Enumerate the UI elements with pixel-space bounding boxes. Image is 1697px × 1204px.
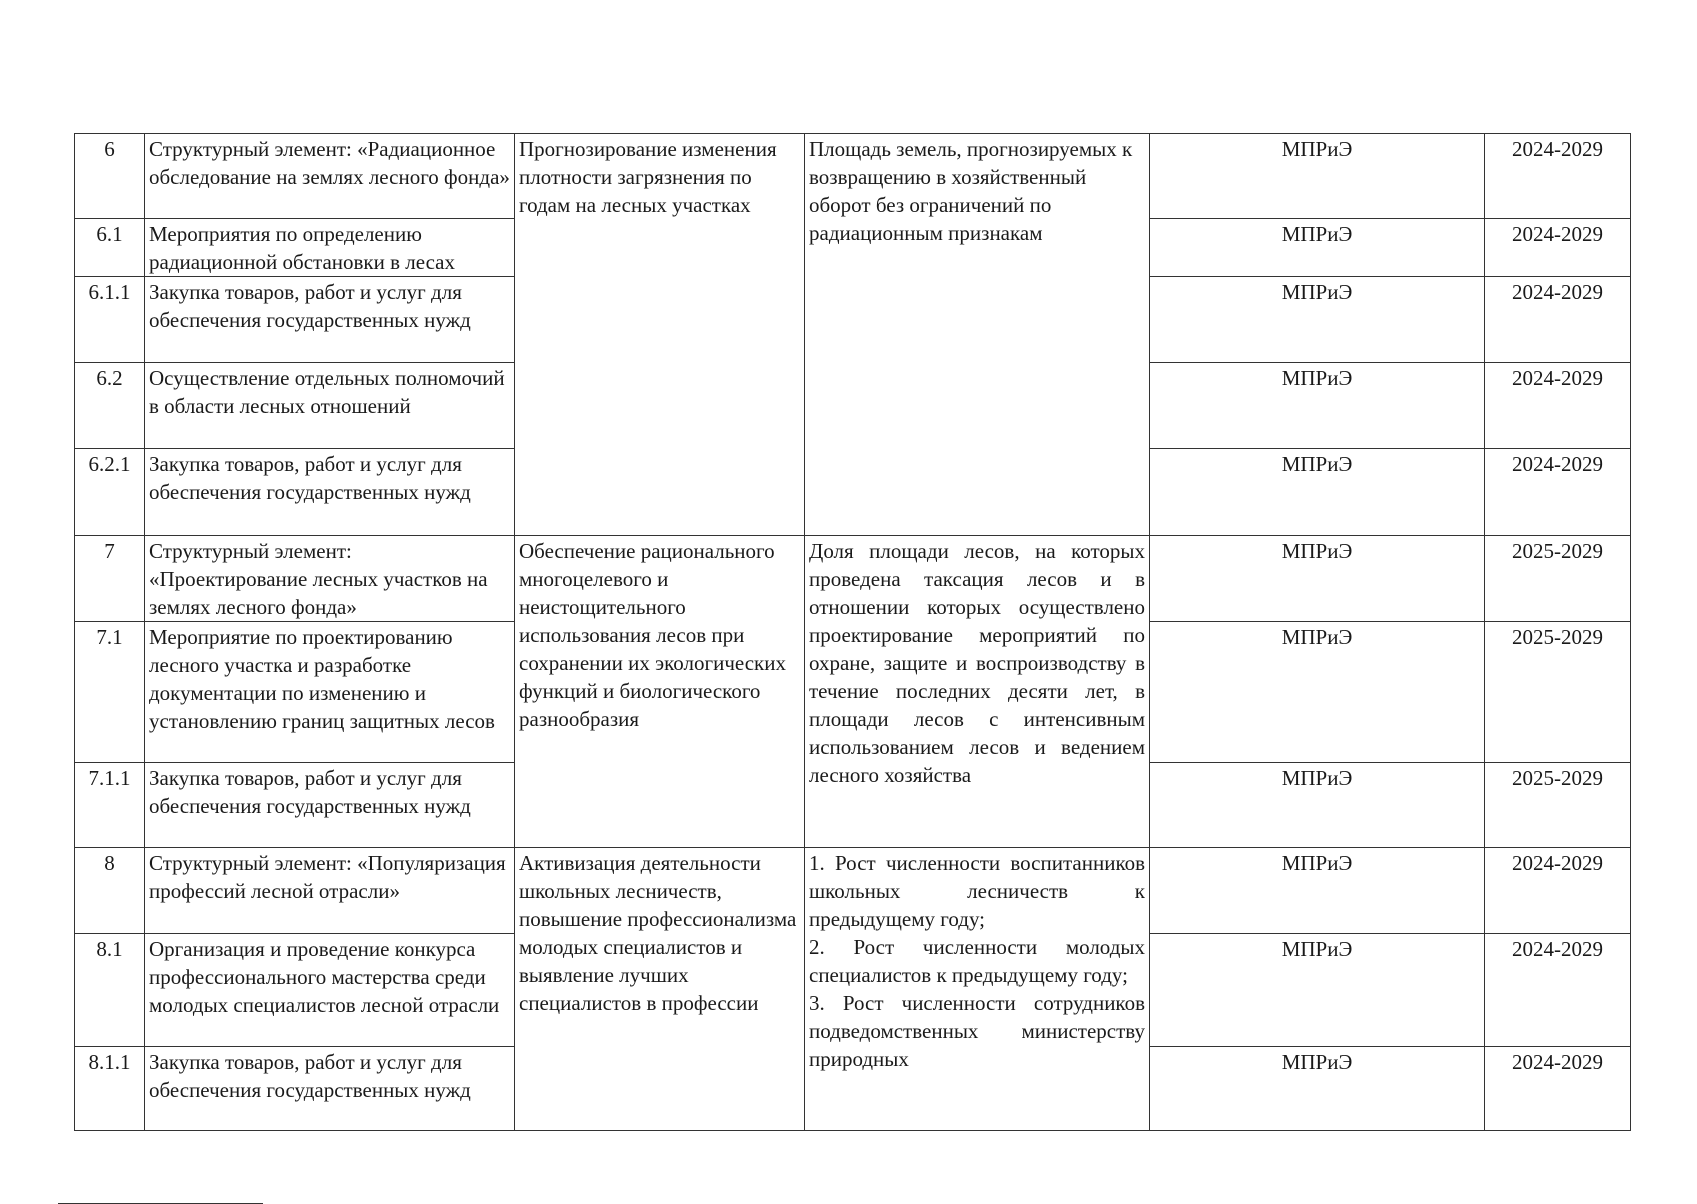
indicator-line: 3. Рост численности сотрудников подведомственных министерству природных (809, 991, 1145, 1071)
executor-cell: МПРиЭ (1150, 449, 1485, 536)
measure-name: Структурный элемент: «Радиационное обследование на землях лесного фонда» (145, 134, 515, 219)
measure-name: Закупка товаров, работ и услуг для обеспечения государственных нужд (145, 1047, 515, 1131)
row-number: 6.2.1 (75, 449, 145, 536)
years-cell: 2025-2029 (1485, 763, 1631, 848)
measure-name: Мероприятие по проектированию лесного участка и разработке документации по изменению и установлению границ защитных лесов (145, 622, 515, 763)
years-cell: 2024-2029 (1485, 134, 1631, 219)
measure-name: Организация и проведение конкурса профессионального мастерства среди молодых специалистов лесной отрасли (145, 934, 515, 1047)
row-number: 8.1.1 (75, 1047, 145, 1131)
measures-table-fragment (74, 133, 1630, 1131)
executor-cell: МПРиЭ (1150, 1047, 1485, 1131)
row-number: 7 (75, 536, 145, 622)
measure-name: Закупка товаров, работ и услуг для обеспечения государственных нужд (145, 449, 515, 536)
years-cell: 2025-2029 (1485, 536, 1631, 622)
task-cell: Активизация деятельности школьных лесничеств, повышение профессионализма молодых специалистов и выявление лучших специалистов в профессии (515, 848, 805, 1131)
row-number: 6.1.1 (75, 277, 145, 363)
indicator-line: 1. Рост численности воспитанников школьных лесничеств к предыдущему году; (809, 851, 1145, 931)
row-number: 7.1 (75, 622, 145, 763)
years-cell: 2024-2029 (1485, 363, 1631, 449)
row-number: 8.1 (75, 934, 145, 1047)
indicator-line: 2. Рост численности молодых специалистов к предыдущему году; (809, 935, 1145, 987)
executor-cell: МПРиЭ (1150, 363, 1485, 449)
table-row (75, 536, 1631, 622)
years-cell: 2025-2029 (1485, 622, 1631, 763)
years-cell: 2024-2029 (1485, 219, 1631, 277)
measure-name: Структурный элемент: «Проектирование лесных участков на землях лесного фонда» (145, 536, 515, 622)
years-cell: 2024-2029 (1485, 277, 1631, 363)
executor-cell: МПРиЭ (1150, 848, 1485, 934)
row-number: 6 (75, 134, 145, 219)
measure-name: Мероприятия по определению радиационной обстановки в лесах (145, 219, 515, 277)
years-cell: 2024-2029 (1485, 934, 1631, 1047)
measure-name: Структурный элемент: «Популяризация профессий лесной отрасли» (145, 848, 515, 934)
measure-name: Осуществление отдельных полномочий в области лесных отношений (145, 363, 515, 449)
executor-cell: МПРиЭ (1150, 622, 1485, 763)
years-cell: 2024-2029 (1485, 1047, 1631, 1131)
executor-cell: МПРиЭ (1150, 134, 1485, 219)
table-row (75, 848, 1631, 934)
measure-name: Закупка товаров, работ и услуг для обеспечения государственных нужд (145, 277, 515, 363)
indicator-cell: Доля площади лесов, на которых проведена таксация лесов и в отношении которых осуществлено проектирование мероприятий по охране, защите и воспроизводству в течение последних десяти лет, в площади лесов с интенсивным использованием лесов и ведением лесного хозяйства (805, 536, 1150, 848)
executor-cell: МПРиЭ (1150, 219, 1485, 277)
row-number: 7.1.1 (75, 763, 145, 848)
row-number: 6.1 (75, 219, 145, 277)
years-cell: 2024-2029 (1485, 449, 1631, 536)
measures-table (74, 133, 1631, 1131)
indicator-cell (805, 848, 1150, 1131)
row-number: 6.2 (75, 363, 145, 449)
years-cell: 2024-2029 (1485, 848, 1631, 934)
task-cell: Обеспечение рационального многоцелевого и неистощительного использования лесов при сохранении их экологических функций и биологического разнообразия (515, 536, 805, 848)
indicator-cell: Площадь земель, прогнозируемых к возвращению в хозяйственный оборот без ограничений по радиационным признакам (805, 134, 1150, 536)
row-number: 8 (75, 848, 145, 934)
executor-cell: МПРиЭ (1150, 934, 1485, 1047)
executor-cell: МПРиЭ (1150, 763, 1485, 848)
executor-cell: МПРиЭ (1150, 277, 1485, 363)
executor-cell: МПРиЭ (1150, 536, 1485, 622)
measure-name: Закупка товаров, работ и услуг для обеспечения государственных нужд (145, 763, 515, 848)
task-cell: Прогнозирование изменения плотности загрязнения по годам на лесных участках (515, 134, 805, 536)
table-row (75, 134, 1631, 219)
